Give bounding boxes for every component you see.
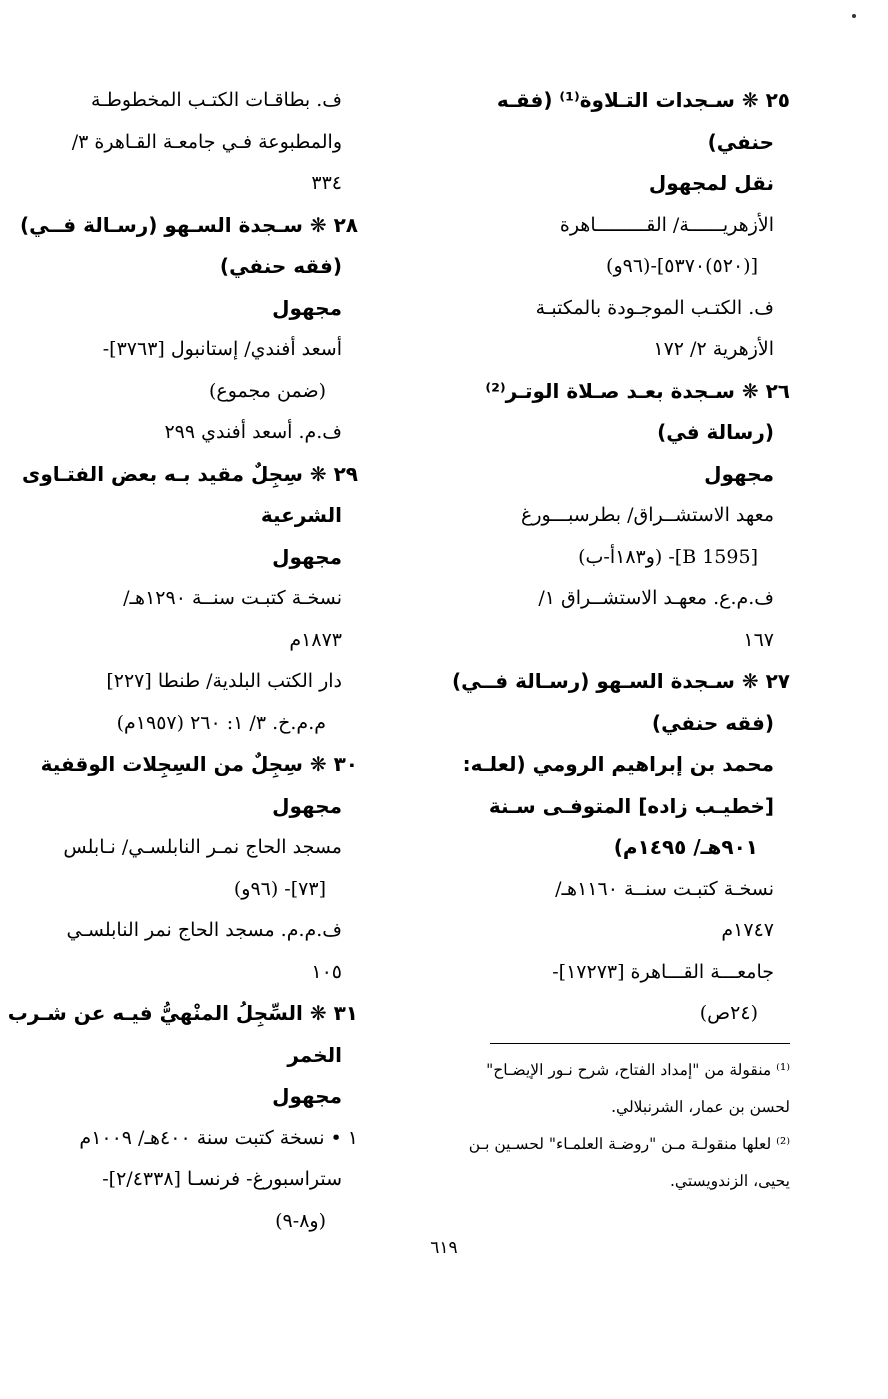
entry-text-line: والمطبوعة فـي جامعـة القـاهرة ٣/	[71, 130, 342, 153]
entry-heading-line: مجهول	[272, 1084, 342, 1108]
entry-text-line: ف.م.ع. معهـد الاستشــراق ١/	[538, 587, 774, 609]
entry-text-line: ١٠٥	[311, 960, 342, 983]
footnote-line: لحسن بن عمار، الشرنبلالي.	[611, 1098, 790, 1116]
entry-text-line: ١٦٧	[743, 628, 774, 651]
entry-text-line: (و٨-٩)	[275, 1209, 326, 1232]
entry-text-line: م.م.خ. ٣/ ١: ٢٦٠ (١٩٥٧م)	[116, 711, 326, 734]
entry-text-line: ٣٣٤	[311, 172, 342, 194]
entry-text-line: ستراسبورغ- فرنسـا [٢/٤٣٣٨]-	[102, 1168, 342, 1190]
entry-text-line: الأزهريــــــة/ القـــــــــاهرة	[559, 213, 774, 236]
entry-text-line: ف.م.م. مسجد الحاج نمر النابلسـي	[66, 919, 342, 941]
footnote-line: ⁽¹⁾ منقولة من "إمداد الفتاح، شرح نـور الإيضـاح"	[486, 1061, 790, 1079]
entry-text-line: ف. بطاقـات الكتـب المخطوطـة	[91, 89, 342, 111]
entry-heading-line: (فقه حنفي)	[651, 710, 774, 735]
entry-text-line: (٢٤ص)	[699, 1002, 758, 1024]
entry-heading-line: (رسالة في)	[657, 420, 774, 444]
entry-text-line: الأزهرية ٢/ ١٧٢	[653, 338, 774, 360]
footnote-2	[435, 1126, 790, 1200]
footnote-1	[435, 1052, 790, 1126]
entry-text-line: ف. الكتـب الموجـودة بالمكتبـة	[535, 296, 774, 319]
entry-text-line: ١٧٤٧م	[721, 919, 774, 941]
right-column	[435, 80, 790, 1035]
entry-heading-line: (فقه حنفي)	[219, 254, 342, 278]
footnote-line: يحيى، الزندويستي.	[669, 1172, 790, 1190]
entry-text-line: معهد الاستشــراق/ بطرسبـــورغ	[521, 504, 774, 526]
entry-heading-line: مجهول	[272, 544, 342, 569]
page-speck	[852, 14, 856, 18]
entry-text-line: نسخـة كتبـت سنــة ١٢٩٠هـ/	[123, 587, 342, 609]
entry-heading-line: ٩٠١هـ/ ١٤٩٥م)	[613, 835, 758, 859]
entry-heading-line: ٣٠ ❋ سِجِلٌ من السِجِلات الوقفية	[40, 752, 358, 776]
entry-text-line: مسجد الحاج نمـر النابلسـي/ نـابلس	[63, 836, 342, 858]
entry-heading-line: الشرعية	[260, 503, 342, 527]
entry-heading-line: ٢٨ ❋ سـجدة السـهو (رسـالة فــي)	[19, 212, 358, 237]
entry-heading-line: حنفي)	[707, 129, 774, 154]
entry-heading-line: ٢٩ ❋ سِجِلٌ مقيد بـه بعض الفتـاوى	[22, 461, 358, 486]
entry-text-line: [(٥٢٠)٥٣٧٠]-(٩٦و)	[606, 255, 758, 277]
entry-text-line: أسعد أفندي/ إستانبول [٣٧٦٣]-	[102, 338, 342, 360]
entry-text-line: دار الكتب البلدية/ طنطا [٢٢٧]	[106, 670, 342, 692]
entry-text-line: [B 1595]- (و١٨٣أ-ب)	[578, 545, 758, 568]
entry-heading-line: مجهول	[272, 793, 342, 818]
entry-text-line: جامعـــة القـــاهرة [١٧٢٧٣]-	[552, 960, 774, 983]
entry-text-line: ١ • نسخة كتبت سنة ٤٠٠هـ/ ١٠٠٩م	[79, 1126, 358, 1149]
entry-heading-line: مجهول	[704, 461, 774, 486]
entry-heading-line: ٣١ ❋ السِّجِلُ المنْهيُّ فيـه عن شـرب	[7, 1001, 358, 1025]
left-column	[7, 80, 358, 1242]
entry-heading-line: ٢٥ ❋ سـجدات التـلاوة⁽¹⁾ (فقـه	[496, 88, 790, 112]
entry-text-line: نسخـة كتبـت سنــة ١١٦٠هـ/	[555, 877, 774, 900]
entry-text-line: ف.م. أسعد أفندي ٢٩٩	[164, 421, 342, 443]
page-number: ٦١٩	[430, 1238, 458, 1258]
entry-heading-line: ٢٦ ❋ سـجدة بعـد صـلاة الوتـر⁽²⁾	[485, 378, 790, 403]
footnote-separator	[490, 1043, 790, 1044]
entry-text-line: [٧٣]- (٩٦و)	[233, 877, 326, 900]
footnote-line: ⁽²⁾ لعلها منقولـة مـن "روضـة العلمـاء" لحسـين بـن	[468, 1135, 790, 1153]
entry-heading-line: [خطيـب زاده] المتوفـى سـنة	[488, 793, 774, 818]
entry-heading-line: محمد بن إبراهيم الرومي (لعلـه:	[462, 752, 774, 776]
entry-text-line: ١٨٧٣م	[289, 628, 342, 651]
entry-heading-line: نقل لمجهول	[648, 171, 774, 195]
entry-heading-line: الخمر	[287, 1042, 342, 1067]
entry-text-line: (ضمن مجموع)	[208, 379, 326, 402]
entry-heading-line: ٢٧ ❋ سـجدة السـهو (رسـالة فــي)	[451, 669, 790, 693]
entry-heading-line: مجهول	[272, 295, 342, 320]
